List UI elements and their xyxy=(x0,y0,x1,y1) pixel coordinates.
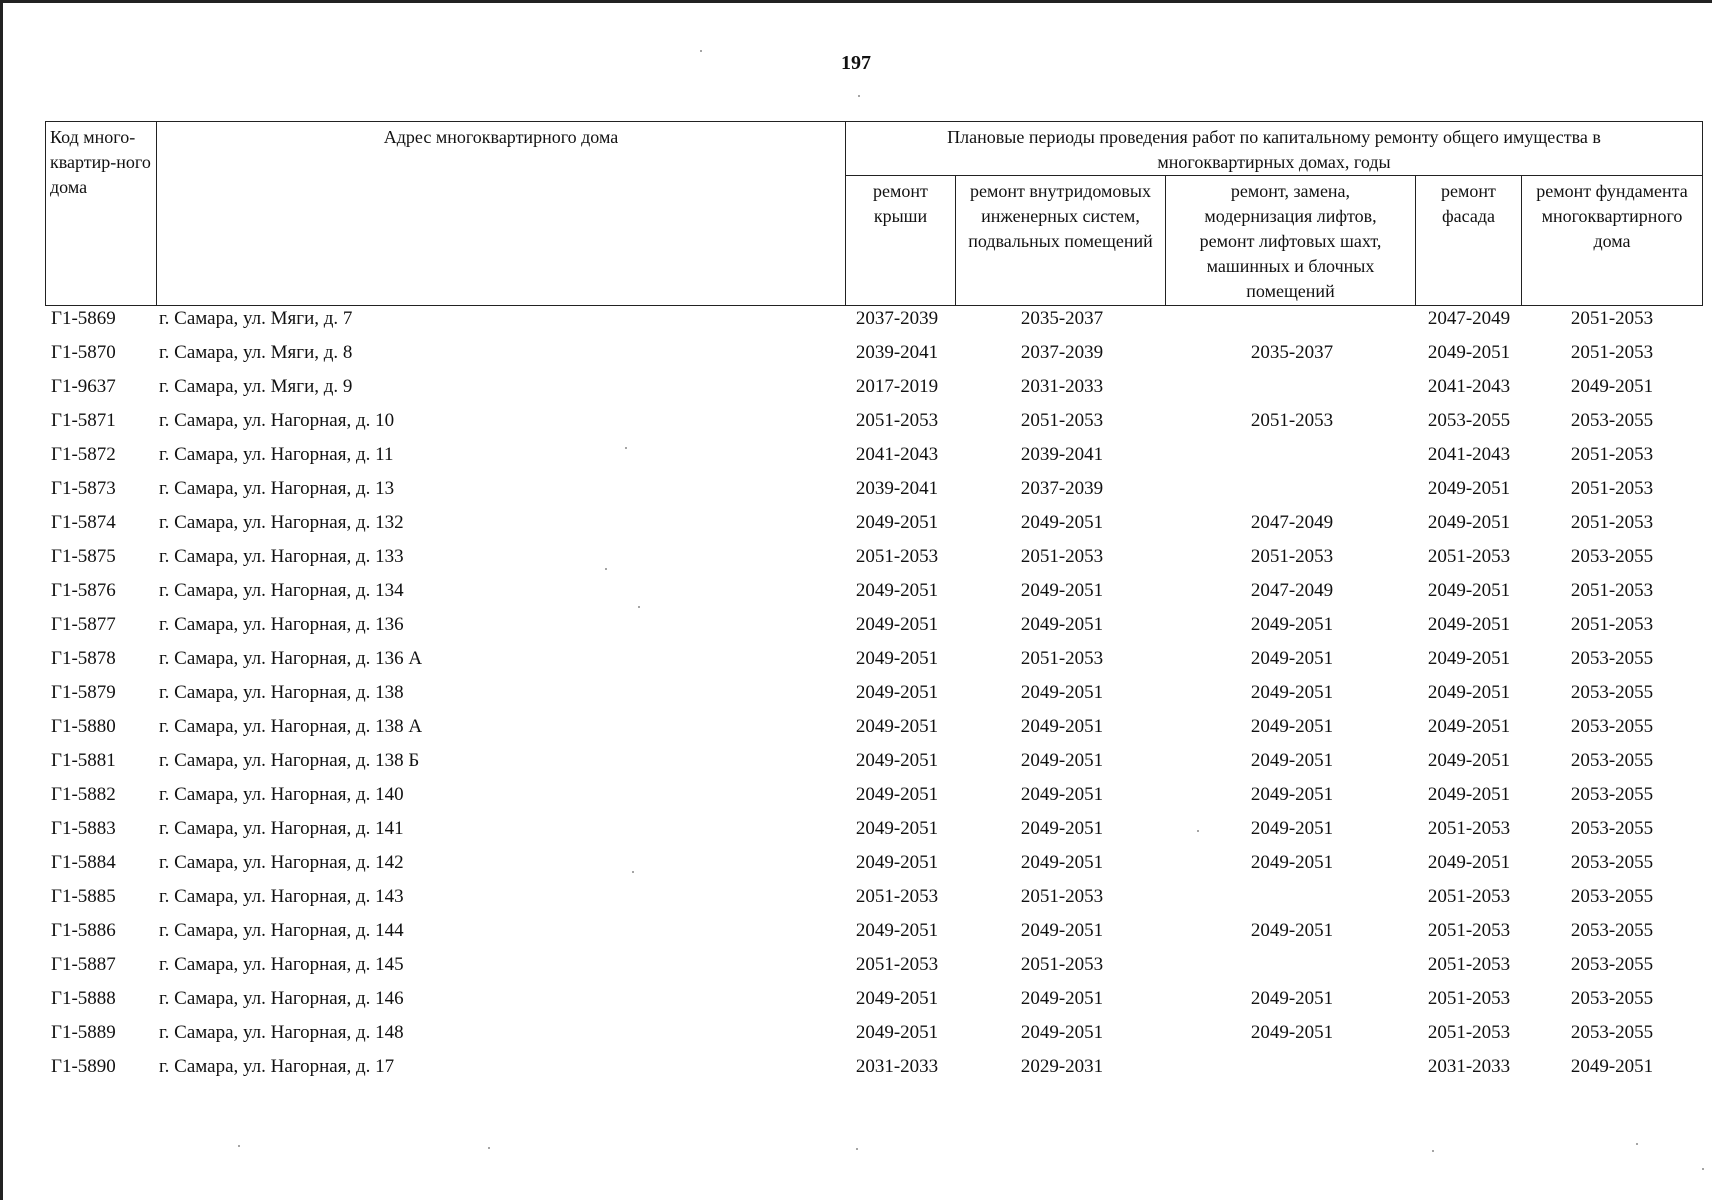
cell-facade: 2051-2053 xyxy=(1427,886,1511,907)
table-row xyxy=(45,440,1705,474)
cell-address: г. Самара, ул. Нагорная, д. 10 xyxy=(159,410,395,431)
scan-speck xyxy=(605,568,607,570)
table-row xyxy=(45,678,1705,712)
cell-facade: 2049-2051 xyxy=(1427,512,1511,533)
cell-lift: 2047-2049 xyxy=(1250,512,1334,533)
cell-foundation: 2053-2055 xyxy=(1570,682,1654,703)
cell-address: г. Самара, ул. Мяги, д. 7 xyxy=(159,308,353,329)
scan-speck xyxy=(638,606,640,608)
cell-lift: 2049-2051 xyxy=(1250,920,1334,941)
cell-code: Г1-5879 xyxy=(51,682,116,703)
cell-roof: 2051-2053 xyxy=(855,886,939,907)
header-address: Адрес многоквартирного дома xyxy=(157,122,846,306)
table-row xyxy=(45,780,1705,814)
page-border-left xyxy=(0,0,3,1200)
scan-speck xyxy=(625,447,627,449)
table-row xyxy=(45,338,1705,372)
cell-roof: 2051-2053 xyxy=(855,954,939,975)
cell-address: г. Самара, ул. Нагорная, д. 13 xyxy=(159,478,395,499)
cell-roof: 2039-2041 xyxy=(855,342,939,363)
cell-roof: 2049-2051 xyxy=(855,580,939,601)
cell-foundation: 2053-2055 xyxy=(1570,1022,1654,1043)
cell-engineering: 2037-2039 xyxy=(1020,342,1104,363)
scan-speck xyxy=(488,1147,490,1149)
cell-code: Г1-5873 xyxy=(51,478,116,499)
cell-roof: 2049-2051 xyxy=(855,512,939,533)
cell-code: Г1-5878 xyxy=(51,648,116,669)
cell-facade: 2051-2053 xyxy=(1427,818,1511,839)
table-row xyxy=(45,848,1705,882)
header-roof: ремонт крыши xyxy=(846,176,956,306)
cell-foundation: 2053-2055 xyxy=(1570,716,1654,737)
table-row xyxy=(45,610,1705,644)
cell-facade: 2051-2053 xyxy=(1427,546,1511,567)
scan-speck xyxy=(1432,1150,1434,1152)
cell-roof: 2049-2051 xyxy=(855,784,939,805)
cell-facade: 2049-2051 xyxy=(1427,614,1511,635)
cell-address: г. Самара, ул. Нагорная, д. 144 xyxy=(159,920,404,941)
cell-roof: 2051-2053 xyxy=(855,410,939,431)
scan-speck xyxy=(1197,830,1199,832)
cell-foundation: 2053-2055 xyxy=(1570,920,1654,941)
cell-code: Г1-5887 xyxy=(51,954,116,975)
cell-roof: 2041-2043 xyxy=(855,444,939,465)
cell-facade: 2049-2051 xyxy=(1427,342,1511,363)
cell-facade: 2047-2049 xyxy=(1427,308,1511,329)
cell-code: Г1-5872 xyxy=(51,444,116,465)
table-header xyxy=(45,121,1703,306)
cell-code: Г1-5885 xyxy=(51,886,116,907)
cell-lift: 2049-2051 xyxy=(1250,1022,1334,1043)
page-number: 197 xyxy=(841,52,871,74)
cell-address: г. Самара, ул. Нагорная, д. 140 xyxy=(159,784,404,805)
cell-code: Г1-5875 xyxy=(51,546,116,567)
cell-facade: 2051-2053 xyxy=(1427,920,1511,941)
cell-foundation: 2051-2053 xyxy=(1570,342,1654,363)
table-row xyxy=(45,814,1705,848)
table-row xyxy=(45,576,1705,610)
cell-foundation: 2053-2055 xyxy=(1570,784,1654,805)
cell-address: г. Самара, ул. Нагорная, д. 136 xyxy=(159,614,404,635)
cell-lift: 2049-2051 xyxy=(1250,614,1334,635)
cell-code: Г1-5884 xyxy=(51,852,116,873)
cell-roof: 2049-2051 xyxy=(855,1022,939,1043)
header-facade: ремонт фасада xyxy=(1416,176,1522,306)
cell-engineering: 2049-2051 xyxy=(1020,988,1104,1009)
cell-code: Г1-5883 xyxy=(51,818,116,839)
cell-engineering: 2049-2051 xyxy=(1020,750,1104,771)
scan-speck xyxy=(238,1145,240,1147)
cell-lift: 2051-2053 xyxy=(1250,410,1334,431)
cell-code: Г1-5882 xyxy=(51,784,116,805)
cell-facade: 2049-2051 xyxy=(1427,478,1511,499)
cell-foundation: 2051-2053 xyxy=(1570,614,1654,635)
cell-foundation: 2053-2055 xyxy=(1570,410,1654,431)
cell-code: Г1-5881 xyxy=(51,750,116,771)
scan-speck xyxy=(1702,1168,1704,1170)
table-row xyxy=(45,984,1705,1018)
cell-engineering: 2049-2051 xyxy=(1020,784,1104,805)
cell-facade: 2049-2051 xyxy=(1427,852,1511,873)
cell-foundation: 2053-2055 xyxy=(1570,852,1654,873)
scan-speck xyxy=(700,50,702,52)
cell-lift: 2049-2051 xyxy=(1250,750,1334,771)
cell-foundation: 2051-2053 xyxy=(1570,512,1654,533)
table-row xyxy=(45,882,1705,916)
cell-foundation: 2049-2051 xyxy=(1570,1056,1654,1077)
cell-roof: 2049-2051 xyxy=(855,648,939,669)
cell-engineering: 2029-2031 xyxy=(1020,1056,1104,1077)
header-engineering: ремонт внутридомовых инженерных систем, подвальных помещений xyxy=(956,176,1166,306)
scan-speck xyxy=(856,1148,858,1150)
cell-foundation: 2051-2053 xyxy=(1570,444,1654,465)
cell-lift: 2049-2051 xyxy=(1250,784,1334,805)
cell-foundation: 2053-2055 xyxy=(1570,546,1654,567)
cell-engineering: 2049-2051 xyxy=(1020,512,1104,533)
cell-facade: 2041-2043 xyxy=(1427,444,1511,465)
cell-engineering: 2049-2051 xyxy=(1020,580,1104,601)
table-row xyxy=(45,542,1705,576)
cell-facade: 2031-2033 xyxy=(1427,1056,1511,1077)
cell-engineering: 2031-2033 xyxy=(1020,376,1104,397)
cell-address: г. Самара, ул. Нагорная, д. 141 xyxy=(159,818,404,839)
cell-facade: 2041-2043 xyxy=(1427,376,1511,397)
cell-code: Г1-5870 xyxy=(51,342,116,363)
cell-address: г. Самара, ул. Нагорная, д. 138 xyxy=(159,682,404,703)
cell-engineering: 2049-2051 xyxy=(1020,1022,1104,1043)
cell-roof: 2049-2051 xyxy=(855,750,939,771)
cell-foundation: 2051-2053 xyxy=(1570,580,1654,601)
cell-roof: 2051-2053 xyxy=(855,546,939,567)
cell-lift: 2049-2051 xyxy=(1250,852,1334,873)
cell-roof: 2049-2051 xyxy=(855,614,939,635)
cell-lift: 2049-2051 xyxy=(1250,648,1334,669)
cell-code: Г1-5876 xyxy=(51,580,116,601)
cell-address: г. Самара, ул. Мяги, д. 8 xyxy=(159,342,353,363)
table-row xyxy=(45,712,1705,746)
cell-engineering: 2051-2053 xyxy=(1020,546,1104,567)
cell-engineering: 2049-2051 xyxy=(1020,818,1104,839)
cell-code: Г1-9637 xyxy=(51,376,116,397)
cell-facade: 2049-2051 xyxy=(1427,682,1511,703)
cell-facade: 2053-2055 xyxy=(1427,410,1511,431)
table-row xyxy=(45,644,1705,678)
cell-code: Г1-5888 xyxy=(51,988,116,1009)
cell-roof: 2031-2033 xyxy=(855,1056,939,1077)
cell-engineering: 2035-2037 xyxy=(1020,308,1104,329)
cell-code: Г1-5871 xyxy=(51,410,116,431)
cell-lift: 2049-2051 xyxy=(1250,716,1334,737)
cell-roof: 2049-2051 xyxy=(855,818,939,839)
cell-engineering: 2049-2051 xyxy=(1020,614,1104,635)
table-row xyxy=(45,474,1705,508)
cell-foundation: 2053-2055 xyxy=(1570,750,1654,771)
cell-foundation: 2051-2053 xyxy=(1570,478,1654,499)
cell-address: г. Самара, ул. Нагорная, д. 138 Б xyxy=(159,750,420,771)
cell-engineering: 2039-2041 xyxy=(1020,444,1104,465)
cell-facade: 2051-2053 xyxy=(1427,1022,1511,1043)
header-lift: ремонт, замена, модернизация лифтов, ремонт лифтовых шахт, машинных и блочных помещений xyxy=(1166,176,1416,306)
cell-engineering: 2051-2053 xyxy=(1020,886,1104,907)
table-row xyxy=(45,508,1705,542)
cell-lift: 2049-2051 xyxy=(1250,682,1334,703)
cell-code: Г1-5886 xyxy=(51,920,116,941)
cell-foundation: 2053-2055 xyxy=(1570,954,1654,975)
cell-engineering: 2051-2053 xyxy=(1020,648,1104,669)
cell-address: г. Самара, ул. Нагорная, д. 143 xyxy=(159,886,404,907)
cell-address: г. Самара, ул. Нагорная, д. 145 xyxy=(159,954,404,975)
cell-facade: 2049-2051 xyxy=(1427,648,1511,669)
cell-lift: 2035-2037 xyxy=(1250,342,1334,363)
cell-address: г. Самара, ул. Нагорная, д. 146 xyxy=(159,988,404,1009)
cell-address: г. Самара, ул. Нагорная, д. 133 xyxy=(159,546,404,567)
cell-facade: 2049-2051 xyxy=(1427,716,1511,737)
cell-facade: 2051-2053 xyxy=(1427,988,1511,1009)
cell-address: г. Самара, ул. Нагорная, д. 148 xyxy=(159,1022,404,1043)
cell-roof: 2049-2051 xyxy=(855,988,939,1009)
scan-speck xyxy=(632,871,634,873)
table-row xyxy=(45,304,1705,338)
cell-code: Г1-5877 xyxy=(51,614,116,635)
cell-foundation: 2049-2051 xyxy=(1570,376,1654,397)
cell-address: г. Самара, ул. Нагорная, д. 138 А xyxy=(159,716,423,737)
cell-roof: 2049-2051 xyxy=(855,682,939,703)
cell-address: г. Самара, ул. Нагорная, д. 136 А xyxy=(159,648,423,669)
cell-roof: 2049-2051 xyxy=(855,920,939,941)
table-row xyxy=(45,1018,1705,1052)
cell-foundation: 2053-2055 xyxy=(1570,886,1654,907)
cell-lift: 2047-2049 xyxy=(1250,580,1334,601)
cell-address: г. Самара, ул. Нагорная, д. 132 xyxy=(159,512,404,533)
cell-roof: 2039-2041 xyxy=(855,478,939,499)
table-body xyxy=(45,304,1705,1086)
page-border-top xyxy=(0,0,1712,3)
cell-address: г. Самара, ул. Нагорная, д. 17 xyxy=(159,1056,395,1077)
header-foundation: ремонт фундамента многоквартирного дома xyxy=(1522,176,1703,306)
header-code: Код много-квартир-ного дома xyxy=(46,122,157,306)
cell-code: Г1-5889 xyxy=(51,1022,116,1043)
cell-engineering: 2037-2039 xyxy=(1020,478,1104,499)
cell-facade: 2049-2051 xyxy=(1427,784,1511,805)
cell-code: Г1-5874 xyxy=(51,512,116,533)
cell-code: Г1-5880 xyxy=(51,716,116,737)
cell-roof: 2037-2039 xyxy=(855,308,939,329)
cell-facade: 2051-2053 xyxy=(1427,954,1511,975)
cell-engineering: 2051-2053 xyxy=(1020,410,1104,431)
cell-facade: 2049-2051 xyxy=(1427,750,1511,771)
cell-lift: 2051-2053 xyxy=(1250,546,1334,567)
cell-address: г. Самара, ул. Мяги, д. 9 xyxy=(159,376,353,397)
cell-foundation: 2053-2055 xyxy=(1570,988,1654,1009)
cell-address: г. Самара, ул. Нагорная, д. 142 xyxy=(159,852,404,873)
table-row xyxy=(45,406,1705,440)
cell-engineering: 2049-2051 xyxy=(1020,852,1104,873)
table-row xyxy=(45,746,1705,780)
table-row xyxy=(45,1052,1705,1086)
header-periods-group: Плановые периоды проведения работ по капитальному ремонту общего имущества в многоквартирных домах, годы xyxy=(846,122,1703,176)
table-row xyxy=(45,916,1705,950)
cell-address: г. Самара, ул. Нагорная, д. 134 xyxy=(159,580,404,601)
cell-foundation: 2051-2053 xyxy=(1570,308,1654,329)
cell-engineering: 2049-2051 xyxy=(1020,682,1104,703)
cell-engineering: 2049-2051 xyxy=(1020,716,1104,737)
cell-engineering: 2049-2051 xyxy=(1020,920,1104,941)
cell-lift: 2049-2051 xyxy=(1250,818,1334,839)
table-row xyxy=(45,372,1705,406)
cell-code: Г1-5890 xyxy=(51,1056,116,1077)
scan-speck xyxy=(1636,1143,1638,1145)
cell-facade: 2049-2051 xyxy=(1427,580,1511,601)
cell-foundation: 2053-2055 xyxy=(1570,648,1654,669)
cell-engineering: 2051-2053 xyxy=(1020,954,1104,975)
cell-code: Г1-5869 xyxy=(51,308,116,329)
scan-speck xyxy=(858,95,860,97)
cell-address: г. Самара, ул. Нагорная, д. 11 xyxy=(159,444,394,465)
cell-roof: 2017-2019 xyxy=(855,376,939,397)
table-row xyxy=(45,950,1705,984)
cell-foundation: 2053-2055 xyxy=(1570,818,1654,839)
cell-roof: 2049-2051 xyxy=(855,716,939,737)
cell-lift: 2049-2051 xyxy=(1250,988,1334,1009)
cell-roof: 2049-2051 xyxy=(855,852,939,873)
